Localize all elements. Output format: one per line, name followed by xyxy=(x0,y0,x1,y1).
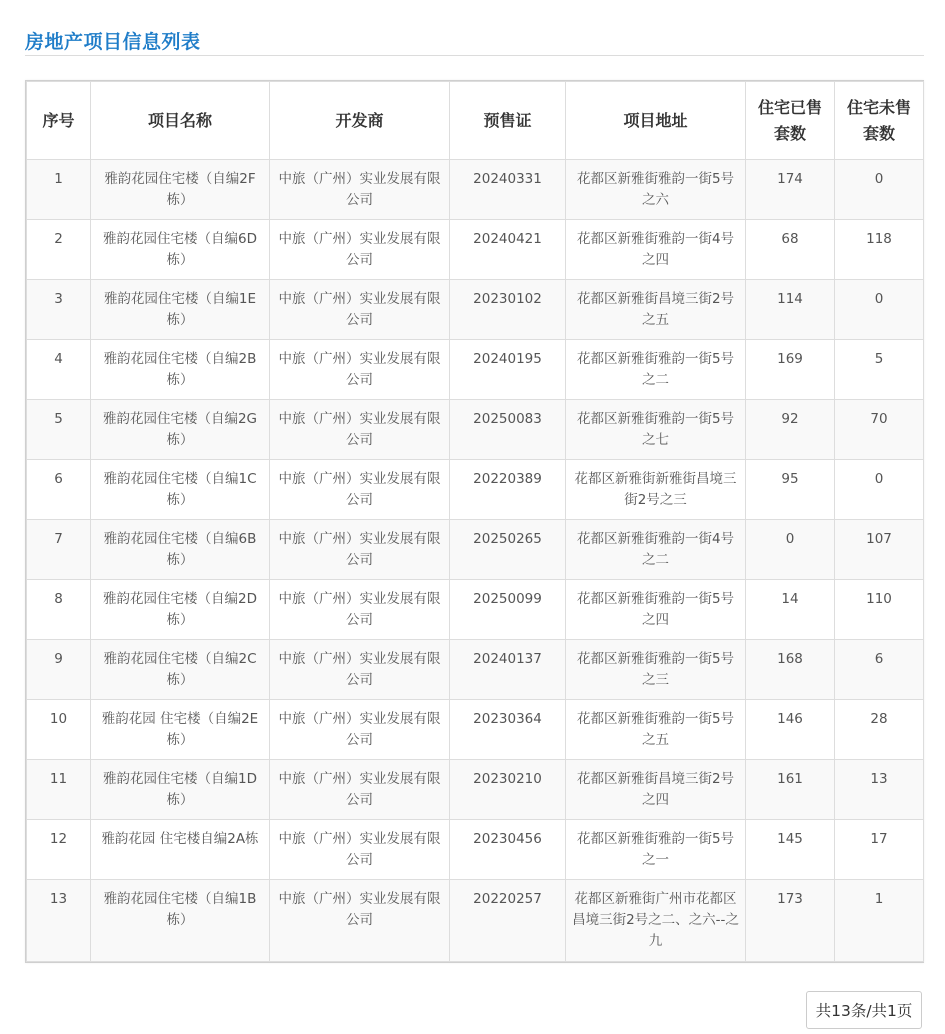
cell-col-index: 7 xyxy=(27,520,91,580)
header-col-address: 项目地址 xyxy=(566,82,746,160)
cell-col-sold: 68 xyxy=(746,220,835,280)
cell-col-unsold: 13 xyxy=(835,760,924,820)
cell-col-index: 5 xyxy=(27,400,91,460)
cell-col-sold: 168 xyxy=(746,640,835,700)
title-divider xyxy=(25,55,924,56)
cell-col-address: 花都区新雅街昌境三街2号之五 xyxy=(566,280,746,340)
cell-col-address: 花都区新雅街雅韵一街5号之二 xyxy=(566,340,746,400)
cell-col-project-name: 雅韵花园住宅楼（自编2G栋） xyxy=(91,400,270,460)
cell-col-index: 8 xyxy=(27,580,91,640)
cell-col-presale-cert: 20240331 xyxy=(450,160,566,220)
cell-col-address: 花都区新雅街雅韵一街5号之四 xyxy=(566,580,746,640)
cell-col-developer: 中旅（广州）实业发展有限公司 xyxy=(270,640,450,700)
cell-col-index: 9 xyxy=(27,640,91,700)
cell-col-developer: 中旅（广州）实业发展有限公司 xyxy=(270,760,450,820)
cell-col-developer: 中旅（广州）实业发展有限公司 xyxy=(270,820,450,880)
cell-col-developer: 中旅（广州）实业发展有限公司 xyxy=(270,160,450,220)
cell-col-developer: 中旅（广州）实业发展有限公司 xyxy=(270,460,450,520)
cell-col-address: 花都区新雅街雅韵一街4号之二 xyxy=(566,520,746,580)
header-col-presale-cert: 预售证 xyxy=(450,82,566,160)
cell-col-index: 10 xyxy=(27,700,91,760)
cell-col-unsold: 0 xyxy=(835,460,924,520)
cell-col-developer: 中旅（广州）实业发展有限公司 xyxy=(270,280,450,340)
cell-col-address: 花都区新雅街新雅街昌境三街2号之三 xyxy=(566,460,746,520)
table-row xyxy=(27,820,924,880)
cell-col-index: 12 xyxy=(27,820,91,880)
page-title: 房地产项目信息列表 xyxy=(25,30,201,53)
table-row xyxy=(27,760,924,820)
project-table-container xyxy=(25,80,924,963)
header-col-unsold: 住宅未售套数 xyxy=(835,82,924,160)
cell-col-address: 花都区新雅街雅韵一街5号之六 xyxy=(566,160,746,220)
cell-col-unsold: 6 xyxy=(835,640,924,700)
cell-col-unsold: 0 xyxy=(835,280,924,340)
cell-col-index: 13 xyxy=(27,880,91,962)
cell-col-project-name: 雅韵花园住宅楼（自编2C栋） xyxy=(91,640,270,700)
header-col-index: 序号 xyxy=(27,82,91,160)
cell-col-presale-cert: 20230456 xyxy=(450,820,566,880)
cell-col-sold: 92 xyxy=(746,400,835,460)
cell-col-unsold: 0 xyxy=(835,160,924,220)
cell-col-project-name: 雅韵花园 住宅楼自编2A栋 xyxy=(91,820,270,880)
cell-col-unsold: 110 xyxy=(835,580,924,640)
cell-col-unsold: 118 xyxy=(835,220,924,280)
cell-col-unsold: 70 xyxy=(835,400,924,460)
cell-col-developer: 中旅（广州）实业发展有限公司 xyxy=(270,700,450,760)
cell-col-index: 11 xyxy=(27,760,91,820)
cell-col-index: 2 xyxy=(27,220,91,280)
header-row xyxy=(27,82,924,160)
cell-col-project-name: 雅韵花园住宅楼（自编2B栋） xyxy=(91,340,270,400)
header-col-developer: 开发商 xyxy=(270,82,450,160)
cell-col-unsold: 1 xyxy=(835,880,924,962)
table-row xyxy=(27,700,924,760)
cell-col-project-name: 雅韵花园住宅楼（自编1C栋） xyxy=(91,460,270,520)
cell-col-presale-cert: 20250265 xyxy=(450,520,566,580)
table-row xyxy=(27,220,924,280)
project-table xyxy=(26,81,924,962)
table-row xyxy=(27,640,924,700)
cell-col-developer: 中旅（广州）实业发展有限公司 xyxy=(270,880,450,962)
cell-col-sold: 146 xyxy=(746,700,835,760)
cell-col-sold: 174 xyxy=(746,160,835,220)
pagination-summary[interactable]: 共13条/共1页 xyxy=(806,991,922,1029)
table-row xyxy=(27,160,924,220)
cell-col-presale-cert: 20230364 xyxy=(450,700,566,760)
cell-col-unsold: 28 xyxy=(835,700,924,760)
cell-col-presale-cert: 20220257 xyxy=(450,880,566,962)
table-body xyxy=(27,160,924,962)
cell-col-sold: 114 xyxy=(746,280,835,340)
cell-col-presale-cert: 20250099 xyxy=(450,580,566,640)
cell-col-address: 花都区新雅街雅韵一街5号之七 xyxy=(566,400,746,460)
cell-col-developer: 中旅（广州）实业发展有限公司 xyxy=(270,220,450,280)
table-row xyxy=(27,340,924,400)
cell-col-project-name: 雅韵花园住宅楼（自编2D栋） xyxy=(91,580,270,640)
table-row xyxy=(27,580,924,640)
cell-col-unsold: 17 xyxy=(835,820,924,880)
cell-col-project-name: 雅韵花园住宅楼（自编1E栋） xyxy=(91,280,270,340)
cell-col-index: 3 xyxy=(27,280,91,340)
header-col-sold: 住宅已售套数 xyxy=(746,82,835,160)
cell-col-address: 花都区新雅街雅韵一街4号之四 xyxy=(566,220,746,280)
cell-col-address: 花都区新雅街雅韵一街5号之一 xyxy=(566,820,746,880)
table-row xyxy=(27,400,924,460)
table-header xyxy=(27,82,924,160)
cell-col-presale-cert: 20240195 xyxy=(450,340,566,400)
table-row xyxy=(27,880,924,962)
cell-col-sold: 173 xyxy=(746,880,835,962)
cell-col-presale-cert: 20240421 xyxy=(450,220,566,280)
cell-col-address: 花都区新雅街昌境三街2号之四 xyxy=(566,760,746,820)
cell-col-developer: 中旅（广州）实业发展有限公司 xyxy=(270,400,450,460)
header-col-project-name: 项目名称 xyxy=(91,82,270,160)
cell-col-developer: 中旅（广州）实业发展有限公司 xyxy=(270,520,450,580)
table-row xyxy=(27,520,924,580)
cell-col-presale-cert: 20250083 xyxy=(450,400,566,460)
table-row xyxy=(27,460,924,520)
cell-col-sold: 95 xyxy=(746,460,835,520)
cell-col-developer: 中旅（广州）实业发展有限公司 xyxy=(270,580,450,640)
cell-col-sold: 169 xyxy=(746,340,835,400)
cell-col-presale-cert: 20230210 xyxy=(450,760,566,820)
cell-col-sold: 145 xyxy=(746,820,835,880)
cell-col-project-name: 雅韵花园住宅楼（自编1B栋） xyxy=(91,880,270,962)
cell-col-sold: 14 xyxy=(746,580,835,640)
cell-col-developer: 中旅（广州）实业发展有限公司 xyxy=(270,340,450,400)
cell-col-address: 花都区新雅街广州市花都区昌境三街2号之二、之六--之九 xyxy=(566,880,746,962)
cell-col-sold: 161 xyxy=(746,760,835,820)
cell-col-index: 6 xyxy=(27,460,91,520)
cell-col-presale-cert: 20240137 xyxy=(450,640,566,700)
table-row xyxy=(27,280,924,340)
cell-col-unsold: 107 xyxy=(835,520,924,580)
cell-col-project-name: 雅韵花园住宅楼（自编1D栋） xyxy=(91,760,270,820)
cell-col-sold: 0 xyxy=(746,520,835,580)
cell-col-unsold: 5 xyxy=(835,340,924,400)
cell-col-project-name: 雅韵花园住宅楼（自编2F栋） xyxy=(91,160,270,220)
cell-col-project-name: 雅韵花园住宅楼（自编6D栋） xyxy=(91,220,270,280)
cell-col-address: 花都区新雅街雅韵一街5号之五 xyxy=(566,700,746,760)
cell-col-index: 4 xyxy=(27,340,91,400)
cell-col-project-name: 雅韵花园住宅楼（自编6B栋） xyxy=(91,520,270,580)
cell-col-presale-cert: 20230102 xyxy=(450,280,566,340)
cell-col-project-name: 雅韵花园 住宅楼（自编2E栋） xyxy=(91,700,270,760)
cell-col-index: 1 xyxy=(27,160,91,220)
cell-col-address: 花都区新雅街雅韵一街5号之三 xyxy=(566,640,746,700)
cell-col-presale-cert: 20220389 xyxy=(450,460,566,520)
